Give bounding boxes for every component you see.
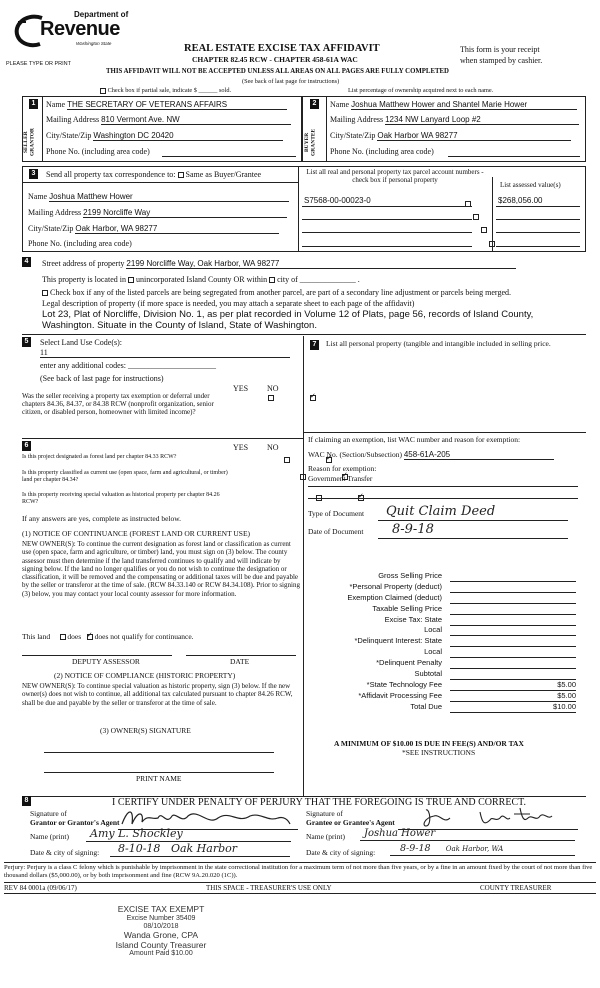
- grantee-agent-label: Grantee or Grantee's Agent: [306, 818, 395, 827]
- fee-label: Gross Selling Price: [378, 571, 442, 580]
- sec6-q2: Is this property classified as current use (open space, farm and agricultural, or timber) land per chapter 84.34?: [22, 470, 228, 483]
- section-2-number: 2: [310, 99, 319, 109]
- perjury-notice: Perjury: Perjury is a class C felony which is punishable by imprisonment in the state correctional institution for a maximum term of not more than five years, or by a fine in an amount fixed by the court of not more than five thousand dollars ($5,000.00), or by both imprisonment and fine (RCW 9A.20.020 (1C)).: [4, 864, 593, 879]
- fee-label: Local: [424, 647, 442, 657]
- notice-1-text: NEW OWNER(S): To continue the current designation as forest land or classification as current use (open space, farm and agriculture, or timber) land, you must sign on (3) below. The county assessor must then determine if the land transferred continues to qualify and will indicate by signing below. If the land no longer qualifies or you do not wish to continue the designation or classification, it will be removed and the compensating or additional taxes will be due and payable by the seller or transferor at the time of sale. (RCW 84.33.140 or RCW 84.34.108). Prior to signing (3) below, you may contact your local county assessor for more information.: [22, 540, 300, 598]
- reason-label: Reason for exemption:: [308, 464, 377, 473]
- section-3-number: 3: [29, 169, 38, 179]
- logo-dept: Department of: [74, 10, 129, 19]
- land-qualify: This land does ✓ does not qualify for continuance.: [22, 633, 194, 642]
- grantee-name-label: Name (print): [306, 832, 345, 841]
- fee-row: [308, 637, 580, 648]
- fee-row: [308, 616, 580, 627]
- mail-address-label: Mailing Address: [28, 208, 82, 217]
- fee-label: Local: [424, 625, 442, 635]
- fee-value: [450, 659, 576, 669]
- sec6-yes-header: YES: [233, 443, 249, 452]
- stamp-exempt: EXCISE TAX EXEMPT: [117, 904, 205, 914]
- mail-address: 2199 Norcliffe Way: [83, 208, 287, 218]
- additional-codes-label: enter any additional codes: ______________________: [40, 361, 216, 370]
- wac-number: 458-61A-205: [404, 450, 554, 460]
- stamp-amount: Amount Paid $10.00: [129, 950, 193, 958]
- does-checkbox[interactable]: [60, 634, 66, 640]
- does-not-checkbox[interactable]: [87, 634, 93, 640]
- stamp-date: 08/10/2018: [143, 922, 179, 930]
- fee-label: Excise Tax: State: [384, 614, 442, 624]
- fee-row: [308, 670, 580, 681]
- fee-value: [450, 648, 576, 658]
- wac-label: WAC No. (Section/Subsection): [308, 450, 402, 459]
- segregated-notice: Check box if any of the listed parcels are being segregated from another parcel, are part of a secondary line adjustment or parcels being merged.: [42, 288, 511, 297]
- same-as-buyer-label: Same as Buyer/Grantee: [185, 170, 262, 179]
- grantee-date-label: Date & city of signing:: [306, 848, 376, 857]
- buyer-address-label: Mailing Address: [330, 115, 384, 124]
- fee-value: [450, 670, 576, 680]
- sec5-no-header: NO: [267, 384, 279, 393]
- seller-name-label: Name: [46, 100, 66, 109]
- partial-sale: Check box if partial sale, indicate $ ______ sold.: [100, 87, 231, 94]
- receipt-note-2: when stamped by cashier.: [460, 56, 543, 65]
- parcel-header: List all real and personal property tax parcel account numbers - check box if personal property: [306, 168, 484, 185]
- fee-table: [308, 572, 580, 714]
- unincorporated-checkbox[interactable]: [128, 277, 134, 283]
- send-correspondence-label: Send all property tax correspondence to:: [46, 170, 176, 179]
- list-percentage: List percentage of ownership acquired next to each name.: [348, 87, 494, 94]
- not-accepted-notice: THIS AFFIDAVIT WILL NOT BE ACCEPTED UNLESS ALL AREAS ON ALL PAGES ARE FULLY COMPLETED: [106, 68, 449, 75]
- minimum-due: A MINIMUM OF $10.00 IS DUE IN FEE(S) AND/OR TAX: [334, 739, 524, 748]
- rev-number: REV 84 0001a (09/06/17): [4, 884, 77, 892]
- buyer-city-label: City/State/Zip: [330, 131, 376, 140]
- fee-value: [450, 594, 576, 604]
- fee-row: [308, 681, 580, 692]
- seller-phone-label: Phone No. (including area code): [46, 147, 150, 156]
- deputy-assessor-label: DEPUTY ASSESSOR: [72, 657, 140, 666]
- parcel-4-checkbox[interactable]: [489, 241, 495, 247]
- fee-row: [308, 703, 580, 714]
- notice-1-title: (1) NOTICE OF CONTINUANCE (FOREST LAND OR CURRENT USE): [22, 529, 251, 538]
- fee-label: *Affidavit Processing Fee: [358, 690, 442, 700]
- type-or-print: PLEASE TYPE OR PRINT: [6, 61, 72, 67]
- revenue-logo: [12, 10, 130, 56]
- stamp-treasurer-name: Wanda Grone, CPA: [123, 929, 199, 940]
- mail-city-label: City/State/Zip: [28, 224, 74, 233]
- grantee-date-city: 8-9-18 Oak Harbor, WA: [390, 844, 575, 856]
- fee-label: Exemption Claimed (deduct): [347, 592, 442, 602]
- mail-city: Oak Harbor, WA 98277: [75, 224, 279, 234]
- mail-name-label: Name: [28, 192, 48, 201]
- seller-address: 810 Vermont Ave. NW: [101, 115, 291, 125]
- if-yes-note: If any answers are yes, complete as instructed below.: [22, 514, 182, 523]
- stamp-county: Island County Treasurer: [115, 939, 207, 950]
- mail-phone-label: Phone No. (including area code): [28, 239, 132, 248]
- segregated-checkbox[interactable]: [42, 290, 48, 296]
- same-as-buyer-checkbox[interactable]: [178, 172, 184, 178]
- treasurer-use: THIS SPACE - TREASURER'S USE ONLY: [206, 884, 332, 892]
- land-use-label: Select Land Use Code(s):: [40, 338, 122, 347]
- doc-date-label: Date of Document: [308, 527, 364, 536]
- assessed-header: List assessed value(s): [500, 181, 561, 189]
- sec6-q1-yes[interactable]: [284, 457, 290, 463]
- exemption-label: If claiming an exemption, list WAC number and reason for exemption:: [308, 435, 521, 444]
- located-in: This property is located in unincorporated Island County OR within city of ______________ .: [42, 275, 360, 284]
- grantor-agent-label: Grantor or Grantor's Agent: [30, 818, 120, 827]
- stamp-excise-number: Excise Number 35409: [126, 914, 196, 922]
- buyer-name-label: Name: [330, 100, 350, 109]
- deputy-date-label: DATE: [230, 657, 250, 666]
- sec5-question: Was the seller receiving a property tax exemption or deferral under chapters 84.36, 84.37, or 84.38 RCW (nonprofit organization, senior citizen, or disabled person, homeowner with limited income)?: [22, 392, 214, 417]
- fee-label: Total Due: [410, 701, 442, 711]
- see-instructions: *SEE INSTRUCTIONS: [402, 748, 476, 757]
- fee-value: $5.00: [450, 692, 576, 702]
- fee-label: *Delinquent Interest: State: [354, 636, 442, 646]
- fee-label: *Delinquent Penalty: [376, 658, 442, 668]
- fee-row: [308, 605, 580, 616]
- seller-city-label: City/State/Zip: [46, 131, 92, 140]
- section-1-number: 1: [29, 99, 38, 109]
- treasurer-stamp: [96, 905, 226, 958]
- buyer-city: Oak Harbor WA 98277: [377, 131, 571, 141]
- sec5-no-checkbox[interactable]: [310, 395, 316, 401]
- sec6-q3: Is this property receiving special valuation as historical property per chapter 84.26 RCW?: [22, 492, 220, 505]
- parcel-3-checkbox[interactable]: [481, 227, 487, 233]
- fee-row: [308, 626, 580, 637]
- owner-signature-label: (3) OWNER(S) SIGNATURE: [100, 726, 191, 735]
- street-address-label: Street address of property: [42, 259, 125, 268]
- land-use-see-back: (See back of last page for instructions): [40, 374, 164, 383]
- fee-value: [450, 637, 576, 647]
- see-back-note: (See back of last page for instructions): [242, 78, 340, 85]
- form-title: REAL ESTATE EXCISE TAX AFFIDAVIT: [184, 43, 380, 54]
- fee-label: Subtotal: [414, 669, 442, 679]
- receipt-note-1: This form is your receipt: [460, 45, 540, 54]
- parcel-number: S7568-00-00023-0: [304, 196, 371, 205]
- grantor-date-label: Date & city of signing:: [30, 848, 100, 857]
- fee-value: [450, 626, 576, 636]
- seller-grantor-label: SELLER GRANTOR: [23, 128, 36, 157]
- section-8-number: 8: [22, 796, 31, 806]
- fee-value: [450, 605, 576, 615]
- buyer-phone-label: Phone No. (including area code): [330, 147, 434, 156]
- doc-type: Quit Claim Deed: [378, 505, 568, 521]
- seller-address-label: Mailing Address: [46, 115, 100, 124]
- grantor-printed-name: Amy L. Shockley: [86, 828, 291, 842]
- section-6-number: 6: [22, 441, 31, 451]
- assessed-value: $268,056.00: [498, 196, 543, 205]
- form-chapters: CHAPTER 82.45 RCW - CHAPTER 458-61A WAC: [192, 55, 358, 64]
- legal-label: Legal description of property (if more space is needed, you may attach a separate sheet to each page of the affidavit): [42, 299, 415, 308]
- seller-name: THE SECRETARY OF VETERANS AFFAIRS: [67, 100, 287, 110]
- seller-city: Washington DC 20420: [93, 131, 283, 141]
- fee-value: [450, 616, 576, 626]
- parcel-2-checkbox[interactable]: [473, 214, 479, 220]
- fee-value: $5.00: [450, 681, 576, 691]
- section-5-number: 5: [22, 337, 31, 347]
- reason-value: Government Transfer: [308, 474, 373, 483]
- logo-state: Washington State: [76, 41, 112, 46]
- buyer-address: 1234 NW Lanyard Loop #2: [385, 115, 579, 125]
- fee-value: [450, 572, 576, 582]
- sec6-q1: Is this project designated as forest land per chapter 84.33 RCW?: [22, 454, 177, 460]
- partial-sale-checkbox[interactable]: [100, 88, 106, 94]
- grantee-sig-of: Signature of: [306, 809, 343, 818]
- fee-label: *Personal Property (deduct): [349, 581, 442, 591]
- grantee-signature: [420, 804, 570, 830]
- buyer-grantee-label: BUYER GRANTEE: [304, 128, 317, 156]
- notice-2-text: NEW OWNER(S): To continue special valuation as historic property, sign (3) below. If the new owner(s) does not wish to continue, all additional tax calculated pursuant to chapter 84.26 RCW, shall be due and payable by the seller or transferor at the time of sale.: [22, 682, 293, 707]
- land-use-code: 11: [40, 348, 48, 357]
- fee-row: [308, 648, 580, 659]
- notice-2-title: (2) NOTICE OF COMPLIANCE (HISTORIC PROPERTY): [54, 671, 236, 680]
- fee-label: Taxable Selling Price: [372, 603, 442, 613]
- sec5-yes-checkbox[interactable]: [268, 395, 274, 401]
- grantee-printed-name: Joshua Hower: [360, 828, 575, 841]
- sec6-q2-yes[interactable]: [300, 474, 306, 480]
- grantor-date-city: 8-10-18 Oak Harbor: [110, 843, 290, 857]
- section-7-number: 7: [310, 340, 319, 350]
- fee-row: [308, 659, 580, 670]
- legal-description: Lot 23, Plat of Norcliffe, Division No. 1, as per plat recorded in Volume 12 of Plats, page 56, records of Island County, Washington. Situate in the County of Island, State of Washington.: [42, 309, 534, 331]
- fee-value: $10.00: [450, 703, 576, 713]
- mail-name: Joshua Matthew Hower: [49, 192, 289, 202]
- grantor-sig-of: Signature of: [30, 809, 67, 818]
- fee-row: [308, 594, 580, 605]
- street-address: 2199 Norcliffe Way, Oak Harbor, WA 98277: [126, 259, 516, 269]
- print-name-label: PRINT NAME: [136, 774, 182, 783]
- doc-type-label: Type of Document: [308, 509, 365, 518]
- buyer-name: Joshua Matthew Hower and Shantel Marie Hower: [351, 100, 577, 110]
- parcel-1-checkbox[interactable]: [465, 201, 471, 207]
- fee-label: *State Technology Fee: [366, 679, 442, 689]
- section-4-number: 4: [22, 257, 31, 267]
- fee-value: [450, 583, 576, 593]
- logo-name: Revenue: [40, 18, 120, 40]
- grantor-name-label: Name (print): [30, 832, 69, 841]
- county-treasurer-label: COUNTY TREASURER: [480, 884, 552, 892]
- sec6-no-header: NO: [267, 443, 279, 452]
- sec5-yes-header: YES: [233, 384, 249, 393]
- doc-date: 8-9-18: [378, 523, 568, 539]
- city-of-checkbox[interactable]: [269, 277, 275, 283]
- personal-property-label: List all personal property (tangible and intangible included in selling price.: [326, 339, 551, 348]
- fee-row: [308, 692, 580, 703]
- certify-statement: I CERTIFY UNDER PENALTY OF PERJURY THAT THE FOREGOING IS TRUE AND CORRECT.: [112, 797, 526, 808]
